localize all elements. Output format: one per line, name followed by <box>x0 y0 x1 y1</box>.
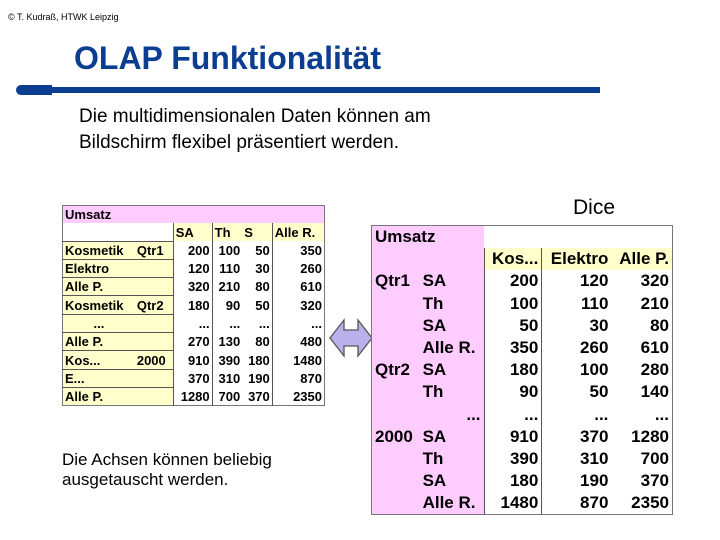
cell-value: 370 <box>542 426 612 448</box>
cell-value: 870 <box>272 369 324 387</box>
axes-note: Die Achsen können beliebig ausgetauscht werden. <box>62 450 272 489</box>
cell-value: 200 <box>509 271 539 291</box>
slide-title: OLAP Funktionalität <box>74 40 381 76</box>
cell-value: 1280 <box>173 387 212 405</box>
cell-value: 80 <box>650 315 669 335</box>
row-region: SA <box>420 426 484 448</box>
left-header-sa: SA <box>173 223 212 241</box>
row-period: 2000 <box>372 426 420 448</box>
cell-value: 180 <box>509 471 539 491</box>
table-row <box>63 296 325 314</box>
table-row <box>372 381 673 403</box>
table-row <box>372 492 673 515</box>
cell-value: 370 <box>640 471 669 491</box>
cell-value: 50 <box>519 315 539 335</box>
right-header-elektro: Elektro <box>542 248 612 270</box>
table-row <box>372 404 673 426</box>
table-row <box>63 314 325 332</box>
row-period <box>372 492 420 515</box>
cell-value: 180 <box>248 352 270 368</box>
cell-value: 370 <box>173 369 212 387</box>
row-period <box>372 404 420 426</box>
cell-value: 350 <box>509 338 539 358</box>
right-olap-table <box>371 225 673 515</box>
row-period: Qtr1 <box>135 241 173 259</box>
cell-value: 120 <box>173 259 212 277</box>
cell-value: 2350 <box>272 387 324 405</box>
row-product: E... <box>63 369 135 387</box>
title-rule <box>22 87 600 93</box>
table-row <box>372 359 673 381</box>
table-row <box>372 426 673 448</box>
cell-value: 370 <box>248 388 270 404</box>
cell-value: ... <box>212 314 242 332</box>
row-product: Alle P. <box>63 278 135 296</box>
cell-value: 140 <box>640 382 669 402</box>
row-region: Th <box>420 293 484 315</box>
row-product: Kosmetik <box>63 296 135 314</box>
row-region: SA <box>420 270 484 292</box>
table-row <box>63 278 325 296</box>
row-product: ... <box>63 314 135 332</box>
cell-value: ... <box>272 314 324 332</box>
right-header-kos: Kos... <box>484 248 542 270</box>
cell-value: 210 <box>640 293 669 313</box>
row-region: Alle R. <box>420 492 484 515</box>
cell-value: 100 <box>212 241 242 259</box>
table-row <box>63 333 325 351</box>
cell-value: 350 <box>272 241 324 259</box>
row-period <box>135 333 173 351</box>
cell-value: 80 <box>255 279 270 295</box>
left-olap-table <box>62 205 325 406</box>
cell-value: 2350 <box>631 493 669 513</box>
cell-value: ... <box>173 314 212 332</box>
cell-value: ... <box>654 404 669 424</box>
intro-text: Die multidimensionalen Daten können am Bildschirm flexibel präsentiert werden. <box>79 106 431 153</box>
table-row <box>63 259 325 277</box>
cell-value: 30 <box>255 261 270 277</box>
cell-value: 700 <box>640 448 669 468</box>
table-row <box>63 241 325 259</box>
table-row <box>63 387 325 405</box>
row-period <box>135 314 173 332</box>
cell-value: 260 <box>542 337 612 359</box>
cell-value: 270 <box>173 333 212 351</box>
cell-value: 100 <box>509 293 539 313</box>
row-period <box>372 337 420 359</box>
row-region: Alle R. <box>420 337 484 359</box>
right-table-caption: Umsatz <box>372 226 485 249</box>
cell-value: 110 <box>212 259 242 277</box>
cell-value: 90 <box>519 382 539 402</box>
table-row <box>372 470 673 492</box>
cell-value: 100 <box>542 359 612 381</box>
left-header-alle-r: Alle R. <box>272 223 324 241</box>
cell-value: 1280 <box>631 426 669 446</box>
cell-value: 190 <box>542 470 612 492</box>
cell-value: 130 <box>212 333 242 351</box>
table-row <box>372 337 673 359</box>
cell-value: 50 <box>255 242 270 258</box>
cell-value: 50 <box>255 297 270 313</box>
row-region: SA <box>420 359 484 381</box>
row-region: Th <box>420 381 484 403</box>
table-row <box>372 293 673 315</box>
row-period: Qtr1 <box>372 270 420 292</box>
left-header-th: Th <box>212 223 242 241</box>
row-period <box>135 278 173 296</box>
cell-value: 280 <box>640 360 669 380</box>
cell-value: 190 <box>248 370 270 386</box>
row-period <box>372 448 420 470</box>
table-row <box>372 315 673 337</box>
row-period: 2000 <box>135 351 173 369</box>
table-row <box>63 369 325 387</box>
cell-value: ... <box>258 315 270 331</box>
row-period: Qtr2 <box>135 296 173 314</box>
cell-value: 90 <box>212 296 242 314</box>
row-product: Alle P. <box>63 387 135 405</box>
cell-value: 200 <box>173 241 212 259</box>
cell-value: ... <box>524 404 539 424</box>
cell-value: ... <box>542 404 612 426</box>
cell-value: 320 <box>173 278 212 296</box>
cell-value: 390 <box>509 448 539 468</box>
cell-value: 120 <box>542 270 612 292</box>
table-row <box>63 351 325 369</box>
row-period: Qtr2 <box>372 359 420 381</box>
row-period <box>372 293 420 315</box>
cell-value: 610 <box>272 278 324 296</box>
cell-value: 50 <box>542 381 612 403</box>
row-region: SA <box>420 470 484 492</box>
cell-value: 30 <box>542 315 612 337</box>
copyright-note: © T. Kudraß, HTWK Leipzig <box>8 12 119 22</box>
cell-value: 480 <box>272 333 324 351</box>
cell-value: 1480 <box>272 351 324 369</box>
row-region: Th <box>420 448 484 470</box>
row-region: ... <box>420 404 484 426</box>
cell-value: 310 <box>212 369 242 387</box>
cell-value: 180 <box>173 296 212 314</box>
left-table-caption: Umsatz <box>63 206 325 224</box>
row-period <box>372 470 420 492</box>
row-region: SA <box>420 315 484 337</box>
row-period <box>135 369 173 387</box>
dice-label: Dice <box>573 196 616 219</box>
row-period <box>372 381 420 403</box>
row-period <box>135 387 173 405</box>
row-period <box>135 259 173 277</box>
cell-value: 910 <box>509 426 539 446</box>
left-header-s: S <box>242 223 272 241</box>
cell-value: 110 <box>542 293 612 315</box>
cell-value: 910 <box>173 351 212 369</box>
cell-value: 390 <box>212 351 242 369</box>
row-period <box>372 315 420 337</box>
cell-value: 180 <box>509 360 539 380</box>
cell-value: 870 <box>542 492 612 515</box>
cell-value: 320 <box>272 296 324 314</box>
swap-arrow-icon <box>328 316 374 360</box>
cell-value: 210 <box>212 278 242 296</box>
row-product: Kos... <box>63 351 135 369</box>
cell-value: 310 <box>542 448 612 470</box>
right-header-alle-p: Alle P. <box>611 248 672 270</box>
cell-value: 320 <box>640 271 669 291</box>
cell-value: 1480 <box>500 493 539 513</box>
row-product: Alle P. <box>63 333 135 351</box>
table-row <box>372 270 673 292</box>
cell-value: 260 <box>272 259 324 277</box>
table-row <box>372 448 673 470</box>
cell-value: 700 <box>212 387 242 405</box>
cell-value: 80 <box>255 334 270 350</box>
cell-value: 610 <box>640 338 669 358</box>
row-product: Kosmetik <box>63 241 135 259</box>
row-product: Elektro <box>63 259 135 277</box>
